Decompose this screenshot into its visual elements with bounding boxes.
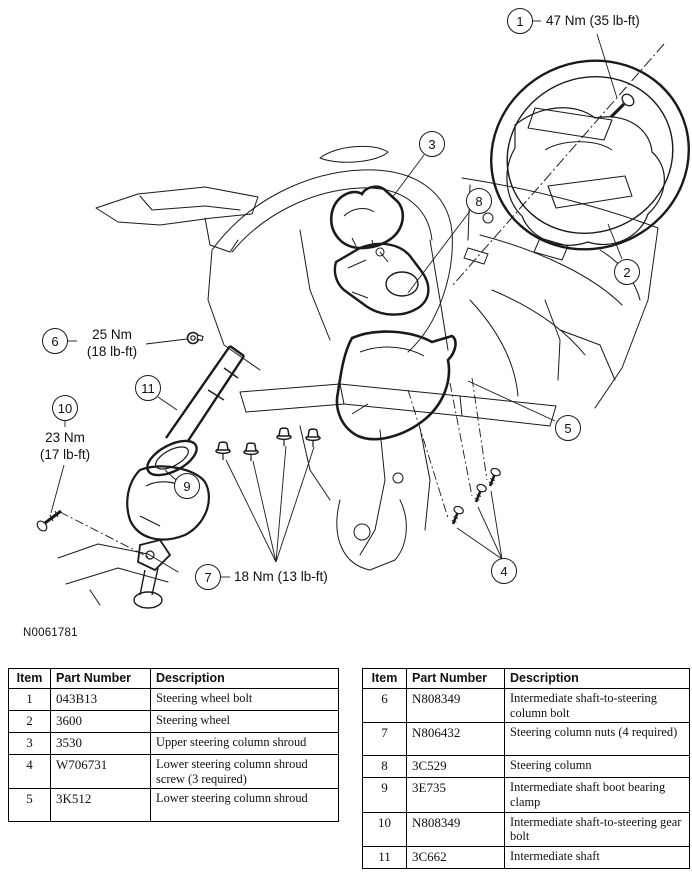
description-cell: Steering wheel	[151, 711, 339, 733]
table-row	[363, 846, 690, 868]
column-header-description: Description	[505, 669, 690, 689]
torque-gear-bolt-line2: (17 lb-ft)	[39, 447, 91, 462]
callout-10: 10	[52, 395, 78, 421]
description-cell: Upper steering column shroud	[151, 733, 339, 755]
part-number-cell: 3C662	[407, 846, 505, 868]
part-number-cell: N808349	[407, 812, 505, 846]
table-row	[9, 689, 339, 711]
column-header-item: Item	[9, 669, 51, 689]
table-row	[363, 756, 690, 778]
part-number-cell: N806432	[407, 723, 505, 756]
torque-label-wheel-bolt: 47 Nm (35 lb-ft)	[546, 13, 640, 28]
callout-11: 11	[135, 375, 161, 401]
leader-lines	[51, 21, 622, 577]
table-header-row	[363, 669, 690, 689]
description-cell: Lower steering column shroud screw (3 required)	[151, 755, 339, 789]
torque-column-bolt-line2: (18 lb-ft)	[86, 344, 138, 359]
callout-8: 8	[466, 188, 492, 214]
table-row	[9, 755, 339, 789]
description-cell: Steering column nuts (4 required)	[505, 723, 690, 756]
item-cell: 8	[363, 756, 407, 778]
description-cell: Intermediate shaft boot bearing clamp	[505, 778, 690, 812]
upper-steering-column-shroud	[331, 187, 403, 248]
part-number-cell: 043B13	[51, 689, 151, 711]
table-row	[9, 789, 339, 822]
column-header-item: Item	[363, 669, 407, 689]
wheel-centerline	[452, 44, 664, 286]
shaft-to-column-bolt	[188, 333, 204, 344]
figure-code: N0061781	[23, 627, 78, 639]
part-number-cell: 3530	[51, 733, 151, 755]
part-number-cell: 3C529	[407, 756, 505, 778]
callout-9: 9	[174, 473, 200, 499]
part-number-cell: 3600	[51, 711, 151, 733]
mounting-screws	[408, 378, 501, 526]
item-cell: 6	[363, 689, 407, 723]
callout-6: 6	[42, 328, 68, 354]
item-cell: 1	[9, 689, 51, 711]
description-cell: Lower steering column shroud	[151, 789, 339, 822]
table-row	[9, 711, 339, 733]
torque-label-gear-bolt	[25, 429, 105, 463]
callout-5: 5	[555, 415, 581, 441]
torque-column-bolt-line1: 25 Nm	[92, 327, 132, 342]
description-cell: Intermediate shaft-to-steering gear bolt	[505, 812, 690, 846]
torque-label-column-bolt	[72, 326, 152, 360]
item-cell: 2	[9, 711, 51, 733]
callout-4: 4	[491, 558, 517, 584]
steering-wheel-bolt	[611, 92, 636, 117]
steering-wheel	[460, 28, 692, 281]
item-cell: 3	[9, 733, 51, 755]
column-header-description: Description	[151, 669, 339, 689]
column-header-part-number: Part Number	[407, 669, 505, 689]
item-cell: 5	[9, 789, 51, 822]
description-cell: Steering wheel bolt	[151, 689, 339, 711]
steering-column	[335, 244, 429, 315]
torque-label-column-nuts: 18 Nm (13 lb-ft)	[234, 569, 328, 584]
intermediate-shaft	[166, 346, 244, 450]
table-row	[363, 812, 690, 846]
table-row	[363, 723, 690, 756]
part-number-cell: 3E735	[407, 778, 505, 812]
description-cell: Intermediate shaft	[505, 846, 690, 868]
table-row	[9, 733, 339, 755]
part-number-cell: 3K512	[51, 789, 151, 822]
item-cell: 9	[363, 778, 407, 812]
callout-3: 3	[419, 131, 445, 157]
callout-7: 7	[195, 564, 221, 590]
item-cell: 4	[9, 755, 51, 789]
part-number-cell: W706731	[51, 755, 151, 789]
table-row	[363, 689, 690, 723]
part-number-cell: N808349	[407, 689, 505, 723]
torque-gear-bolt-line1: 23 Nm	[45, 430, 85, 445]
table-header-row	[9, 669, 339, 689]
table-row	[363, 778, 690, 812]
column-header-part-number: Part Number	[51, 669, 151, 689]
parts-table-right	[362, 668, 690, 869]
parts-table-left	[8, 668, 339, 822]
item-cell: 7	[363, 723, 407, 756]
item-cell: 10	[363, 812, 407, 846]
description-cell: Intermediate shaft-to-steering column bolt	[505, 689, 690, 723]
description-cell: Steering column	[505, 756, 690, 778]
item-cell: 11	[363, 846, 407, 868]
callout-1: 1	[507, 8, 533, 34]
callout-2: 2	[614, 259, 640, 285]
